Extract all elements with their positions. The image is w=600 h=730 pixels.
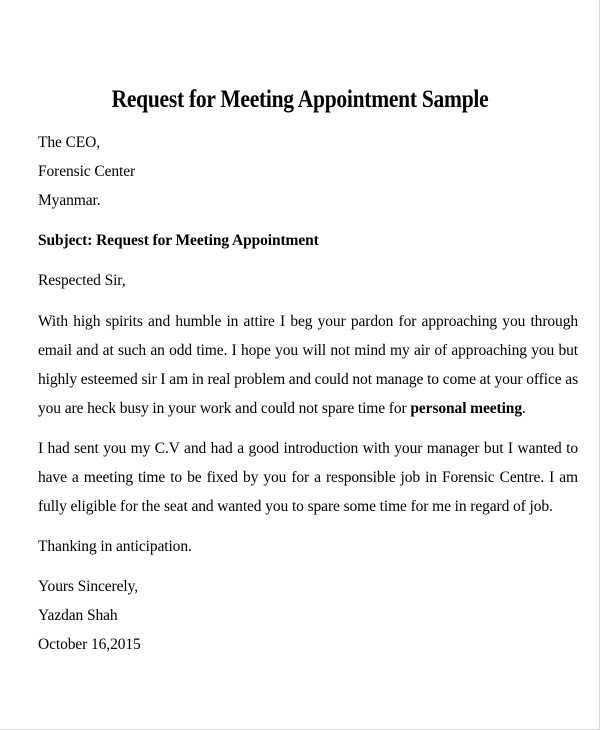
signature-name: Yazdan Shah	[38, 607, 118, 624]
paragraph-1-text: With high spirits and humble in attire I beg your pardon for approaching you through email and at such an odd time. I hope you will not mind my air of approaching you but highly esteemed sir I am in real problem and could not manage to come at your office as you are heck busy in your work and could not spare time for	[38, 313, 578, 417]
paragraph-1-bold-phrase: personal meeting	[410, 400, 522, 417]
recipient-line-1: The CEO,	[38, 134, 101, 151]
paragraph-1	[38, 307, 578, 423]
paragraph-2: I had sent you my C.V and had a good introduction with your manager but I wanted to have a meeting time to be fixed by you for a responsible job in Forensic Centre. I am fully eligible for the seat and wanted you to spare some time for me in regard of job.	[38, 440, 578, 515]
letter-date: October 16,2015	[38, 636, 141, 653]
salutation: Respected Sir,	[38, 272, 126, 289]
subject-line: Subject: Request for Meeting Appointment	[38, 232, 319, 249]
paragraph-1-end: .	[521, 400, 526, 417]
closing-line: Yours Sincerely,	[38, 578, 139, 595]
recipient-line-2: Forensic Center	[38, 163, 136, 180]
document-title: Request for Meeting Appointment Sample	[111, 86, 489, 113]
thanks-line: Thanking in anticipation.	[38, 538, 192, 555]
letter-body	[38, 128, 590, 659]
recipient-line-3: Myanmar.	[38, 192, 101, 209]
